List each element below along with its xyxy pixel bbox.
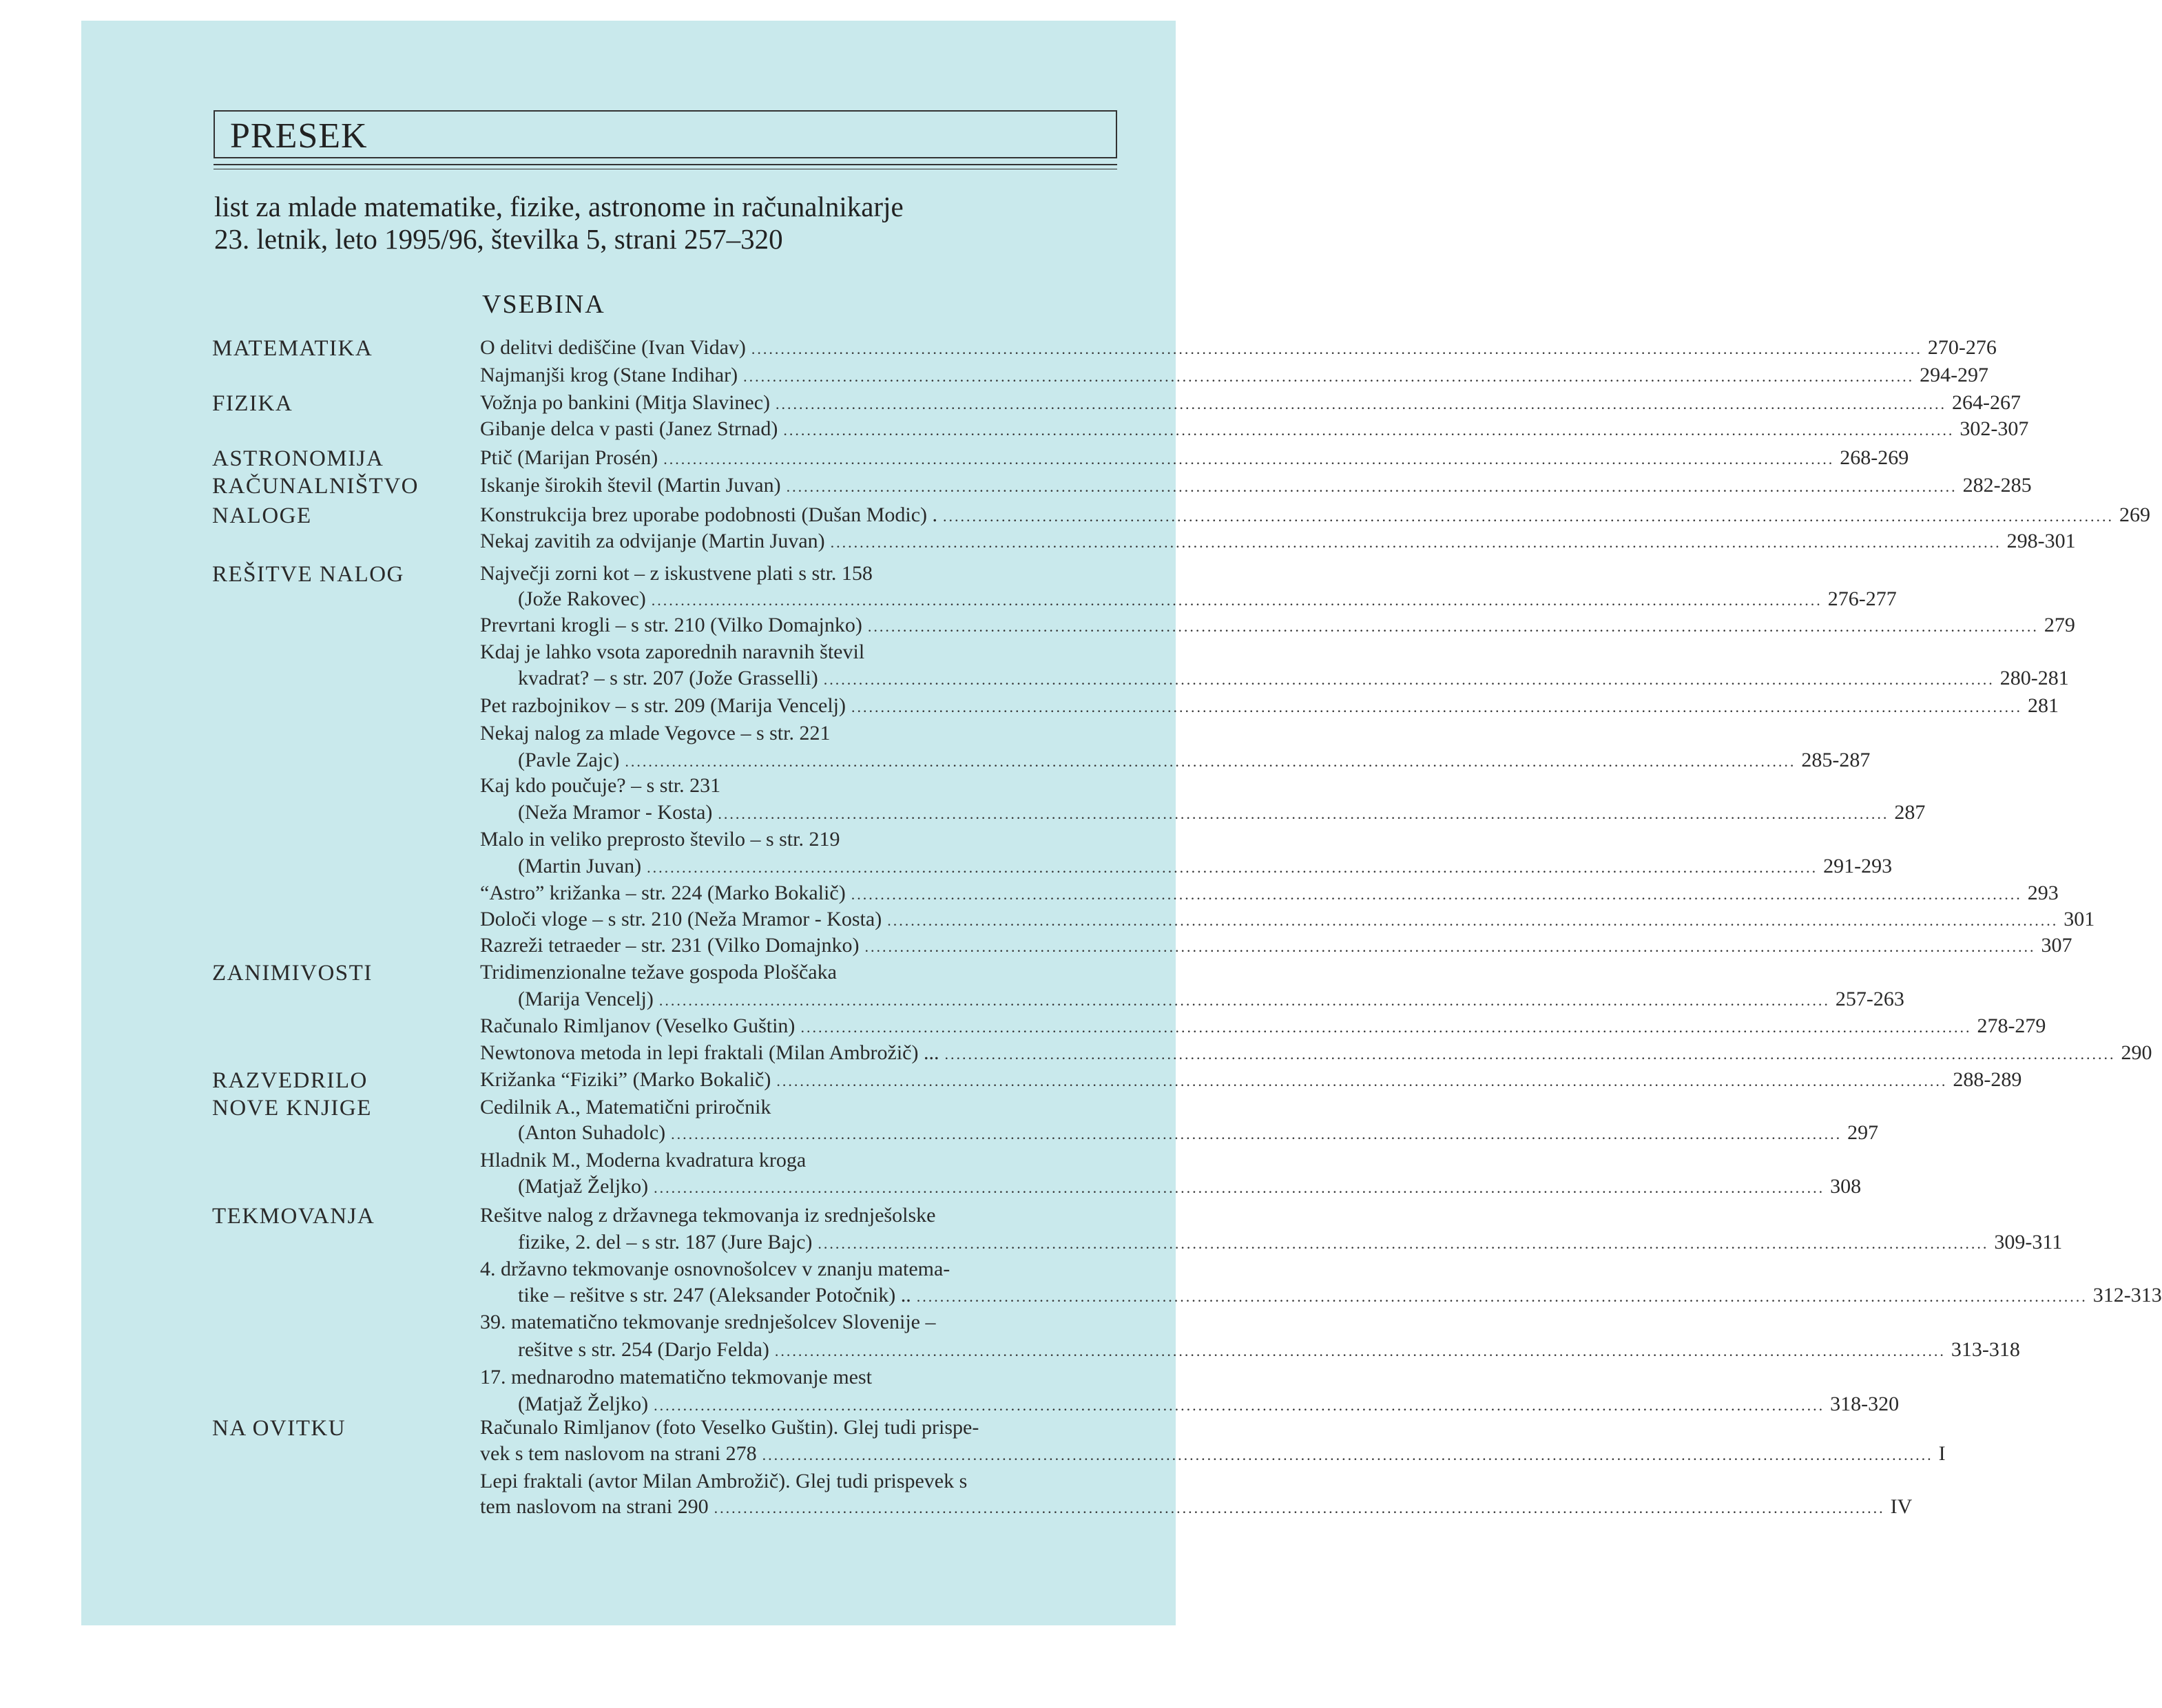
toc-entry (480, 474, 2032, 497)
category-label: RAČUNALNIŠTVO (212, 474, 419, 499)
toc-entry-line: Lepi fraktali (avtor Milan Ambrožič). Glej tudi prispevek s (480, 1470, 968, 1492)
toc-entry-title: Pet razbojnikov – s str. 209 (Marija Vencelj) (480, 694, 846, 717)
dot-leader: ........................................................................................................................................................................................................ (943, 508, 2114, 525)
toc-entry-pages: I (1938, 1442, 1946, 1465)
dot-leader: ........................................................................................................................................................................................................ (944, 1045, 2116, 1063)
toc-entry-line: Največji zorni kot – z iskustvene plati s str. 158 (480, 562, 873, 585)
dot-leader: ........................................................................................................................................................................................................ (743, 368, 1915, 385)
toc-entry (480, 364, 1989, 386)
toc-entry (518, 855, 1893, 877)
toc-entry-title: Iskanje širokih števil (Martin Juvan) (480, 474, 781, 497)
toc-entry (518, 1338, 2020, 1361)
category-label: ASTRONOMIJA (212, 446, 384, 471)
toc-entry-line: Kaj kdo poučuje? – s str. 231 (480, 774, 721, 797)
dot-leader: ........................................................................................................................................................................................................ (774, 1342, 1946, 1360)
toc-entry (518, 749, 1871, 771)
dot-leader: ........................................................................................................................................................................................................ (654, 1397, 1825, 1414)
dot-leader: ........................................................................................................................................................................................................ (776, 395, 1947, 413)
journal-title: PRESEK (230, 116, 368, 156)
dot-leader: ........................................................................................................................................................................................................ (647, 859, 1818, 876)
toc-entry-pages: 264-267 (1952, 391, 2021, 414)
toc-entry-title: (Martin Juvan) (518, 855, 642, 877)
category-label: NOVE KNJIGE (212, 1096, 372, 1121)
toc-entry (518, 1284, 2162, 1306)
journal-issue-info: 23. letnik, leto 1995/96, številka 5, strani 257–320 (214, 223, 783, 255)
toc-entry-pages: 318-320 (1830, 1393, 1900, 1415)
toc-entry (480, 446, 1909, 469)
toc-entry-title: Prevrtani krogli – s str. 210 (Vilko Domajnko) (480, 614, 862, 636)
dot-leader: ........................................................................................................................................................................................................ (714, 1499, 1885, 1517)
toc-entry-pages: 290 (2121, 1041, 2152, 1064)
dot-leader: ........................................................................................................................................................................................................ (800, 1019, 1972, 1036)
toc-entry-pages: 301 (2064, 908, 2095, 930)
category-label: MATEMATIKA (212, 336, 373, 361)
toc-entry-pages: IV (1890, 1495, 1913, 1518)
toc-entry (480, 1495, 1913, 1518)
toc-entry-line: Malo in veliko preprosto število – s str. 219 (480, 828, 840, 851)
category-label: ZANIMIVOSTI (212, 961, 373, 986)
contents-heading: VSEBINA (482, 290, 605, 319)
dot-leader: ........................................................................................................................................................................................................ (851, 698, 2023, 716)
dot-leader: ........................................................................................................................................................................................................ (823, 671, 1995, 688)
toc-entry-line: Rešitve nalog z državnega tekmovanja iz srednješolske (480, 1204, 936, 1227)
toc-entry (518, 667, 2069, 689)
dot-leader: ........................................................................................................................................................................................................ (751, 340, 1922, 357)
toc-entry (518, 1175, 1862, 1198)
toc-entry-title: Računalo Rimljanov (Veselko Guštin) (480, 1014, 796, 1037)
category-label: FIZIKA (212, 391, 293, 416)
toc-entry-title: tike – rešitve s str. 247 (Aleksander Potočnik) .. (518, 1284, 911, 1306)
toc-entry-line: 39. matematično tekmovanje srednješolcev Slovenije – (480, 1311, 936, 1333)
dot-leader: ........................................................................................................................................................................................................ (658, 992, 1830, 1009)
dot-leader: ........................................................................................................................................................................................................ (718, 805, 1889, 822)
toc-entry-pages: 280-281 (1999, 667, 2069, 689)
toc-entry-title: vek s tem naslovom na strani 278 (480, 1442, 757, 1465)
toc-entry-line: Računalo Rimljanov (foto Veselko Guštin). Glej tudi prispe- (480, 1416, 979, 1439)
toc-entry-pages: 293 (2027, 882, 2059, 904)
toc-entry-pages: 287 (1894, 801, 1926, 824)
toc-entry-title: (Marija Vencelj) (518, 988, 654, 1010)
toc-entry-title: (Matjaž Željko) (518, 1393, 649, 1415)
dot-leader: ........................................................................................................................................................................................................ (786, 478, 1957, 495)
toc-entry-pages: 276-277 (1827, 587, 1897, 610)
toc-entry-pages: 270-276 (1927, 336, 1997, 359)
toc-entry (518, 1121, 1879, 1144)
toc-entry (480, 934, 2072, 957)
toc-entry-title: Najmanjši krog (Stane Indihar) (480, 364, 738, 386)
toc-entry-pages: 279 (2044, 614, 2075, 636)
dot-leader: ........................................................................................................................................................................................................ (818, 1235, 1989, 1252)
toc-entry-pages: 308 (1830, 1175, 1862, 1198)
toc-entry-title: Križanka “Fiziki” (Marko Bokalič) (480, 1068, 771, 1091)
toc-entry-pages: 257-263 (1835, 988, 1904, 1010)
toc-entry-line: 4. državno tekmovanje osnovnošolcev v znanju matema- (480, 1258, 950, 1280)
journal-subtitle: list za mlade matematike, fizike, astronome in računalnikarje (214, 191, 904, 222)
toc-entry-title: Konstrukcija brez uporabe podobnosti (Dušan Modic) . (480, 503, 938, 526)
toc-entry (518, 587, 1897, 610)
toc-entry-pages: 268-269 (1840, 446, 1909, 469)
toc-entry-title: Vožnja po bankini (Mitja Slavinec) (480, 391, 771, 414)
dot-leader: ........................................................................................................................................................................................................ (663, 450, 1835, 468)
dot-leader: ........................................................................................................................................................................................................ (887, 912, 2059, 929)
toc-entry-title: Gibanje delca v pasti (Janez Strnad) (480, 417, 778, 440)
toc-entry (518, 988, 1904, 1010)
toc-entry (480, 1041, 2152, 1064)
toc-entry-pages: 278-279 (1977, 1014, 2046, 1037)
dot-leader: ........................................................................................................................................................................................................ (762, 1446, 1933, 1464)
toc-entry-pages: 309-311 (1994, 1231, 2063, 1253)
dot-leader: ........................................................................................................................................................................................................ (776, 1072, 1948, 1090)
toc-entry (480, 614, 2075, 636)
toc-entry (480, 882, 2059, 904)
toc-entry (480, 391, 2021, 414)
toc-entry-title: rešitve s str. 254 (Darjo Felda) (518, 1338, 769, 1361)
toc-entry (480, 530, 2076, 552)
dot-leader: ........................................................................................................................................................................................................ (851, 886, 2022, 903)
toc-entry (480, 503, 2151, 526)
toc-entry-title: “Astro” križanka – str. 224 (Marko Bokalič) (480, 882, 846, 904)
toc-entry-line: Kdaj je lahko vsota zaporednih naravnih števil (480, 640, 865, 663)
toc-entry-pages: 313-318 (1951, 1338, 2020, 1361)
toc-entry-line: Cedilnik A., Matematični priročnik (480, 1096, 771, 1118)
toc-entry-title: fizike, 2. del – s str. 187 (Jure Bajc) (518, 1231, 813, 1253)
toc-entry-pages: 291-293 (1823, 855, 1893, 877)
toc-entry-title: (Anton Suhadolc) (518, 1121, 666, 1144)
toc-entry-line: Hladnik M., Moderna kvadratura kroga (480, 1149, 807, 1171)
toc-entry-title: (Neža Mramor - Kosta) (518, 801, 713, 824)
toc-entry-title: Ptič (Marijan Prosén) (480, 446, 658, 469)
toc-entry-title: tem naslovom na strani 290 (480, 1495, 709, 1518)
toc-entry (480, 1442, 1946, 1465)
toc-entry-title: (Matjaž Željko) (518, 1175, 649, 1198)
toc-entry-title: Določi vloge – s str. 210 (Neža Mramor - Kosta) (480, 908, 882, 930)
toc-entry-pages: 302-307 (1960, 417, 2029, 440)
toc-entry-pages: 298-301 (2006, 530, 2076, 552)
toc-entry (480, 417, 2029, 440)
toc-entry (480, 1014, 2046, 1037)
toc-entry-pages: 288-289 (1953, 1068, 2022, 1091)
toc-entry (518, 1393, 1900, 1415)
dot-leader: ........................................................................................................................................................................................................ (671, 1125, 1842, 1143)
toc-entry-pages: 282-285 (1962, 474, 2032, 497)
toc-entry-title: Razreži tetraeder – str. 231 (Vilko Domajnko) (480, 934, 860, 957)
toc-entry (518, 1231, 2063, 1253)
toc-entry (480, 694, 2059, 717)
dot-leader: ........................................................................................................................................................................................................ (625, 753, 1796, 770)
toc-entry (480, 336, 1997, 359)
toc-entry-pages: 281 (2028, 694, 2059, 717)
toc-entry-line: Nekaj nalog za mlade Vegovce – s str. 221 (480, 722, 831, 744)
dot-leader: ........................................................................................................................................................................................................ (830, 534, 2002, 551)
category-label: NALOGE (212, 503, 312, 528)
dot-leader: ........................................................................................................................................................................................................ (916, 1288, 2088, 1305)
toc-entry-title: Nekaj zavitih za odvijanje (Martin Juvan) (480, 530, 825, 552)
dot-leader: ........................................................................................................................................................................................................ (783, 421, 1955, 439)
toc-entry-pages: 269 (2119, 503, 2151, 526)
toc-entry-pages: 285-287 (1801, 749, 1871, 771)
toc-entry-line: 17. mednarodno matematično tekmovanje mest (480, 1366, 873, 1388)
category-label: REŠITVE NALOG (212, 562, 404, 587)
toc-entry-title: O delitvi dediščine (Ivan Vidav) (480, 336, 746, 359)
toc-entry-title: kvadrat? – s str. 207 (Jože Grasselli) (518, 667, 818, 689)
category-label: RAZVEDRILO (212, 1068, 368, 1093)
toc-entry (518, 801, 1926, 824)
dot-leader: ........................................................................................................................................................................................................ (867, 618, 2039, 635)
toc-entry-title: Newtonova metoda in lepi fraktali (Milan Ambrožič) ... (480, 1041, 939, 1064)
category-label: TEKMOVANJA (212, 1204, 375, 1229)
category-label: NA OVITKU (212, 1416, 346, 1441)
toc-entry-pages: 307 (2041, 934, 2072, 957)
toc-entry-title: (Jože Rakovec) (518, 587, 646, 610)
toc-entry-line: Tridimenzionalne težave gospoda Ploščaka (480, 961, 837, 983)
toc-entry (480, 908, 2095, 930)
toc-entry-pages: 312-313 (2092, 1284, 2162, 1306)
toc-entry-title: (Pavle Zajc) (518, 749, 620, 771)
toc-entry-pages: 294-297 (1920, 364, 1989, 386)
dot-leader: ........................................................................................................................................................................................................ (864, 938, 2036, 955)
dot-leader: ........................................................................................................................................................................................................ (654, 1179, 1825, 1196)
dot-leader: ........................................................................................................................................................................................................ (651, 592, 1822, 609)
toc-entry (480, 1068, 2022, 1091)
toc-entry-pages: 297 (1847, 1121, 1879, 1144)
